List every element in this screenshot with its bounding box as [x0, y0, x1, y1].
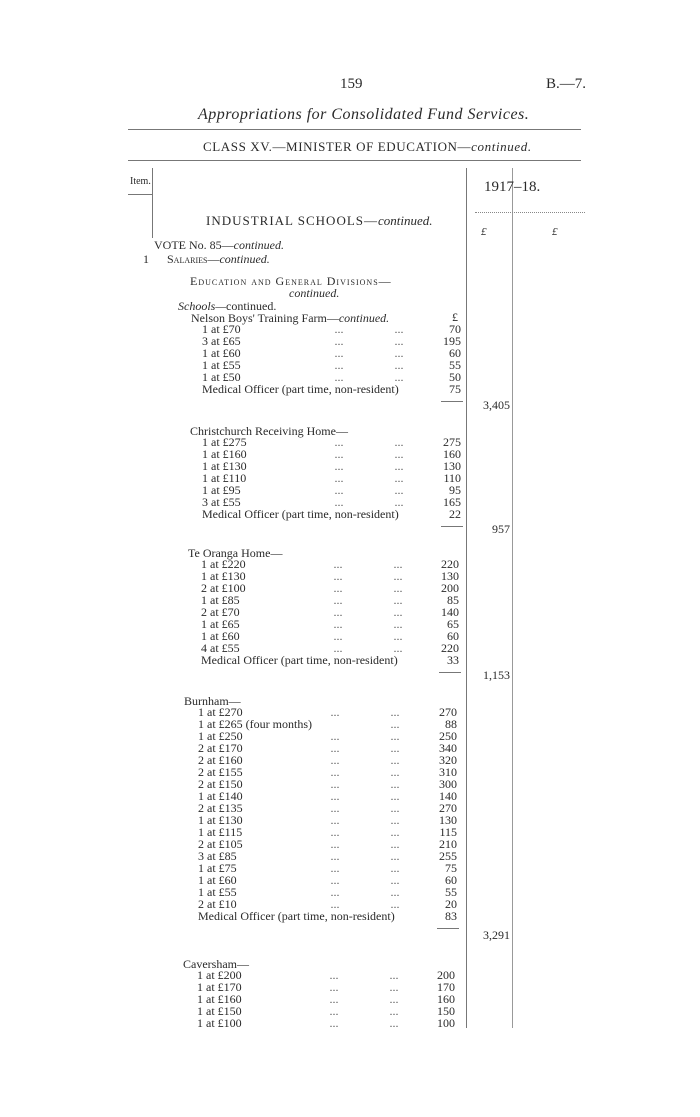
salary-line-amount: 110 [443, 471, 461, 485]
leader-dots: ... [330, 825, 340, 839]
salary-line-label: 1 at £110 [202, 471, 247, 485]
salary-line-amount: 160 [437, 992, 455, 1006]
division-continued: continued. [289, 286, 340, 300]
leader-dots: ... [394, 483, 404, 497]
group-name-text: Te Oranga Home— [188, 546, 283, 560]
leader-dots: ... [330, 753, 340, 767]
salary-line-amount: 165 [443, 495, 461, 509]
group-subtotal: 957 [492, 522, 510, 536]
leader-dots: ... [330, 741, 340, 755]
vote-continued: continued. [233, 238, 284, 252]
salary-line-label: 1 at £55 [202, 358, 241, 372]
salary-line [198, 886, 457, 898]
leader-dots: ... [330, 777, 340, 791]
leader-dots: ... [389, 1004, 399, 1018]
salary-line-amount: 200 [437, 968, 455, 982]
leader-dots: ... [334, 447, 344, 461]
salary-line-label: 1 at £140 [198, 789, 243, 803]
leader-dots: ... [393, 593, 403, 607]
leader-dots: ... [334, 322, 344, 336]
salary-line-label: 1 at £160 [202, 447, 247, 461]
salary-line-label: 1 at £115 [198, 825, 243, 839]
leader-dots: ... [390, 837, 400, 851]
salary-line [201, 606, 459, 618]
salary-line [201, 582, 459, 594]
leader-dots: ... [329, 968, 339, 982]
salary-line [202, 347, 461, 359]
group-subtotal: 3,291 [483, 928, 510, 942]
leader-dots: ... [329, 1016, 339, 1030]
salary-line-label: 1 at £100 [197, 1016, 242, 1030]
group-name-text: Burnham— [184, 694, 241, 708]
salary-line-amount: 270 [439, 705, 457, 719]
salary-line [198, 850, 457, 862]
salary-line-amount: 140 [439, 789, 457, 803]
salary-line-amount: 150 [437, 1004, 455, 1018]
salary-line-amount: 275 [443, 435, 461, 449]
leader-dots: ... [394, 322, 404, 336]
salary-line-label: 2 at £155 [198, 765, 243, 779]
leader-dots: ... [330, 849, 340, 863]
salary-line-amount: 130 [441, 569, 459, 583]
leader-dots: ... [394, 495, 404, 509]
salary-line-amount: 340 [439, 741, 457, 755]
section-title-text: INDUSTRIAL SCHOOLS— [206, 213, 378, 228]
item-head-rule [128, 194, 152, 195]
item-number: 1 [143, 252, 149, 266]
leader-dots: ... [393, 581, 403, 595]
salary-line-amount: 140 [441, 605, 459, 619]
leader-dots: ... [333, 569, 343, 583]
salary-line-amount: 95 [449, 483, 461, 497]
salary-line-label: 1 at £130 [202, 459, 247, 473]
salary-line-amount: 83 [445, 909, 457, 923]
leader-dots: ... [394, 346, 404, 360]
salary-line-label: 3 at £55 [202, 495, 241, 509]
salary-line [198, 874, 457, 886]
salary-line-label: 1 at £130 [198, 813, 243, 827]
salary-line [201, 594, 459, 606]
salary-line-label: 1 at £55 [198, 885, 237, 899]
salary-line-amount: 115 [439, 825, 457, 839]
salary-line-amount: 130 [439, 813, 457, 827]
leader-dots: ... [394, 471, 404, 485]
salary-line [198, 862, 457, 874]
salary-line-label: 2 at £135 [198, 801, 243, 815]
leader-dots: ... [389, 1016, 399, 1030]
salary-line-label: 1 at £270 [198, 705, 243, 719]
salary-line-label: Medical Officer (part time, non-resident) [202, 382, 399, 396]
leader-dots: ... [330, 729, 340, 743]
salary-line-label: 2 at £105 [198, 837, 243, 851]
salaries-line [167, 252, 270, 267]
amount-column-rule-2 [512, 168, 513, 1028]
leader-dots: ... [333, 641, 343, 655]
leader-dots: ... [394, 435, 404, 449]
salary-line-label: 2 at £150 [198, 777, 243, 791]
leader-dots: ... [333, 605, 343, 619]
leader-dots: ... [330, 873, 340, 887]
item-column-rule [152, 168, 153, 238]
salary-line-amount: 50 [449, 370, 461, 384]
salary-line-amount: 100 [437, 1016, 455, 1030]
leader-dots: ... [329, 1004, 339, 1018]
class-line [203, 139, 532, 155]
leader-dots: ... [333, 617, 343, 631]
document-reference: B.—7. [546, 76, 587, 92]
salary-line-label: 1 at £70 [202, 322, 241, 336]
leader-dots: ... [389, 968, 399, 982]
salary-line-label: 1 at £130 [201, 569, 246, 583]
salary-line-amount: 20 [445, 897, 457, 911]
leader-dots: ... [390, 885, 400, 899]
salary-line-label: 1 at £265 (four months) [198, 717, 312, 731]
leader-dots: ... [394, 447, 404, 461]
division-heading: Education and General Divisions— [190, 274, 392, 288]
salary-line-label: Medical Officer (part time, non-resident) [202, 507, 399, 521]
leader-dots: ... [390, 729, 400, 743]
leader-dots: ... [394, 358, 404, 372]
salary-line-amount: 320 [439, 753, 457, 767]
leader-dots: ... [330, 765, 340, 779]
subtotal-rule [437, 928, 459, 929]
item-heading: Item. [130, 176, 151, 187]
leader-dots: ... [390, 813, 400, 827]
salary-line-label: 2 at £160 [198, 753, 243, 767]
salary-line-label: 1 at £60 [201, 629, 240, 643]
salary-line-amount: 88 [445, 717, 457, 731]
leader-dots: ... [330, 897, 340, 911]
leader-dots: ... [394, 370, 404, 384]
salary-line-label: 1 at £75 [198, 861, 237, 875]
salary-line-amount: 75 [449, 382, 461, 396]
leader-dots: ... [389, 992, 399, 1006]
salary-line-label: 1 at £85 [201, 593, 240, 607]
salary-line-amount: 130 [443, 459, 461, 473]
leader-dots: ... [330, 837, 340, 851]
leader-dots: ... [390, 741, 400, 755]
salary-line-amount: 55 [445, 885, 457, 899]
leader-dots: ... [330, 813, 340, 827]
salary-line-label: 1 at £170 [197, 980, 242, 994]
page-number: 159 [340, 76, 363, 92]
leader-dots: ... [390, 873, 400, 887]
leader-dots: ... [334, 483, 344, 497]
salary-line [197, 1017, 455, 1029]
salary-line-amount: 60 [445, 873, 457, 887]
leader-dots: ... [334, 370, 344, 384]
salary-line-label: 1 at £60 [202, 346, 241, 360]
group-subtotal: 1,153 [483, 668, 510, 682]
salary-line-label: 1 at £150 [197, 1004, 242, 1018]
leader-dots: ... [334, 471, 344, 485]
salary-line [201, 618, 459, 630]
salary-line-amount: 250 [439, 729, 457, 743]
leader-dots: ... [393, 569, 403, 583]
salary-line [202, 323, 461, 335]
leader-dots: ... [334, 459, 344, 473]
leader-dots: ... [390, 801, 400, 815]
salary-line-label: 2 at £170 [198, 741, 243, 755]
salary-line-amount: 200 [441, 581, 459, 595]
group-name-text: Christchurch Receiving Home— [190, 424, 348, 438]
salary-line-amount: 33 [447, 653, 459, 667]
group-subtotal: 3,405 [483, 398, 510, 412]
salaries-continued: continued. [219, 252, 270, 266]
leader-dots: ... [390, 825, 400, 839]
salary-line-label: 2 at £70 [201, 605, 240, 619]
salary-line-amount: 75 [445, 861, 457, 875]
subtotal-rule [441, 526, 463, 527]
salary-line-amount: 65 [447, 617, 459, 631]
salary-line-amount: 55 [449, 358, 461, 372]
salary-line-amount: 195 [443, 334, 461, 348]
salary-line-amount: 22 [449, 507, 461, 521]
leader-dots: ... [334, 334, 344, 348]
salary-line-label: 1 at £200 [197, 968, 242, 982]
leader-dots: ... [390, 765, 400, 779]
salary-line-label: 4 at £55 [201, 641, 240, 655]
salary-line-label: 1 at £160 [197, 992, 242, 1006]
salary-line-amount: 220 [441, 641, 459, 655]
salary-line [202, 508, 461, 520]
salary-line-amount: 60 [447, 629, 459, 643]
class-line-text: CLASS XV.—MINISTER OF EDUCATION—continued. [203, 139, 532, 154]
salary-line-amount: 70 [449, 322, 461, 336]
leader-dots: ... [334, 358, 344, 372]
salary-line-amount: 170 [437, 980, 455, 994]
leader-dots: ... [390, 849, 400, 863]
leader-dots: ... [334, 435, 344, 449]
vote-line [154, 238, 284, 253]
salary-line-label: 2 at £100 [201, 581, 246, 595]
leader-dots: ... [330, 885, 340, 899]
salary-line-amount: 270 [439, 801, 457, 815]
group-name-text: Caversham— [183, 957, 249, 971]
group-name-text: Nelson Boys' Training Farm— [191, 311, 339, 325]
leader-dots: ... [394, 334, 404, 348]
salary-line-amount: 160 [443, 447, 461, 461]
leader-dots: ... [334, 346, 344, 360]
leader-dots: ... [393, 629, 403, 643]
amount-column-rule-1 [466, 168, 467, 1028]
title-rule [128, 129, 581, 130]
salary-line-label: 3 at £85 [198, 849, 237, 863]
leader-dots: ... [393, 557, 403, 571]
leader-dots: ... [390, 897, 400, 911]
leader-dots: ... [389, 980, 399, 994]
leader-dots: ... [393, 605, 403, 619]
pound-mark: £ [452, 310, 458, 324]
leader-dots: ... [390, 705, 400, 719]
salary-line-amount: 60 [449, 346, 461, 360]
salary-line-label: 1 at £220 [201, 557, 246, 571]
leader-dots: ... [390, 777, 400, 791]
salary-line [201, 654, 459, 666]
group-name-continued: continued. [338, 311, 390, 325]
leader-dots: ... [330, 705, 340, 719]
salary-line-label: 1 at £60 [198, 873, 237, 887]
salary-line [198, 910, 457, 922]
salary-line-label: 2 at £10 [198, 897, 237, 911]
salary-line [201, 630, 459, 642]
section-title [206, 213, 433, 229]
header-rule [128, 160, 581, 161]
salary-line-label: 1 at £275 [202, 435, 247, 449]
subtotal-rule [441, 401, 463, 402]
leader-dots: ... [390, 861, 400, 875]
salary-line-amount: 255 [439, 849, 457, 863]
leader-dots: ... [329, 980, 339, 994]
salary-line-label: 1 at £50 [202, 370, 241, 384]
leader-dots: ... [330, 861, 340, 875]
salary-line-label: Medical Officer (part time, non-resident) [201, 653, 398, 667]
salary-line-amount: 220 [441, 557, 459, 571]
leader-dots: ... [390, 753, 400, 767]
salary-line-label: 1 at £65 [201, 617, 240, 631]
salary-line [202, 484, 461, 496]
salary-line-amount: 210 [439, 837, 457, 851]
leader-dots: ... [390, 789, 400, 803]
year-rule [475, 212, 585, 213]
leader-dots: ... [330, 789, 340, 803]
salary-line-label: 1 at £95 [202, 483, 241, 497]
salaries-text: Salaries— [167, 252, 220, 266]
salary-line-amount: 300 [439, 777, 457, 791]
leader-dots: ... [334, 495, 344, 509]
leader-dots: ... [330, 801, 340, 815]
vote-text: VOTE No. 85— [154, 238, 234, 252]
year-heading: 1917–18. [484, 179, 541, 195]
salary-line-amount: 310 [439, 765, 457, 779]
currency-symbol-left: £ [481, 226, 487, 238]
leader-dots: ... [333, 581, 343, 595]
salary-line-label: Medical Officer (part time, non-resident) [198, 909, 395, 923]
section-title-continued: continued. [378, 213, 433, 228]
salary-line-amount: 85 [447, 593, 459, 607]
leader-dots: ... [390, 717, 400, 731]
leader-dots: ... [393, 617, 403, 631]
salary-line [202, 472, 461, 484]
subtotal-rule [439, 672, 461, 673]
leader-dots: ... [333, 593, 343, 607]
leader-dots: ... [393, 641, 403, 655]
leader-dots: ... [394, 459, 404, 473]
salary-line [202, 359, 461, 371]
salary-line [198, 838, 457, 850]
salary-line-label: 3 at £65 [202, 334, 241, 348]
salary-line-label: 1 at £250 [198, 729, 243, 743]
currency-symbol-right: £ [552, 226, 558, 238]
leader-dots: ... [333, 629, 343, 643]
salary-line [202, 335, 461, 347]
leader-dots: ... [329, 992, 339, 1006]
salary-line [202, 383, 461, 395]
schools-continued: continued. [226, 299, 277, 313]
leader-dots: ... [333, 557, 343, 571]
page-title: Appropriations for Consolidated Fund Services. [198, 106, 530, 123]
schools-text: Schools— [178, 299, 226, 313]
